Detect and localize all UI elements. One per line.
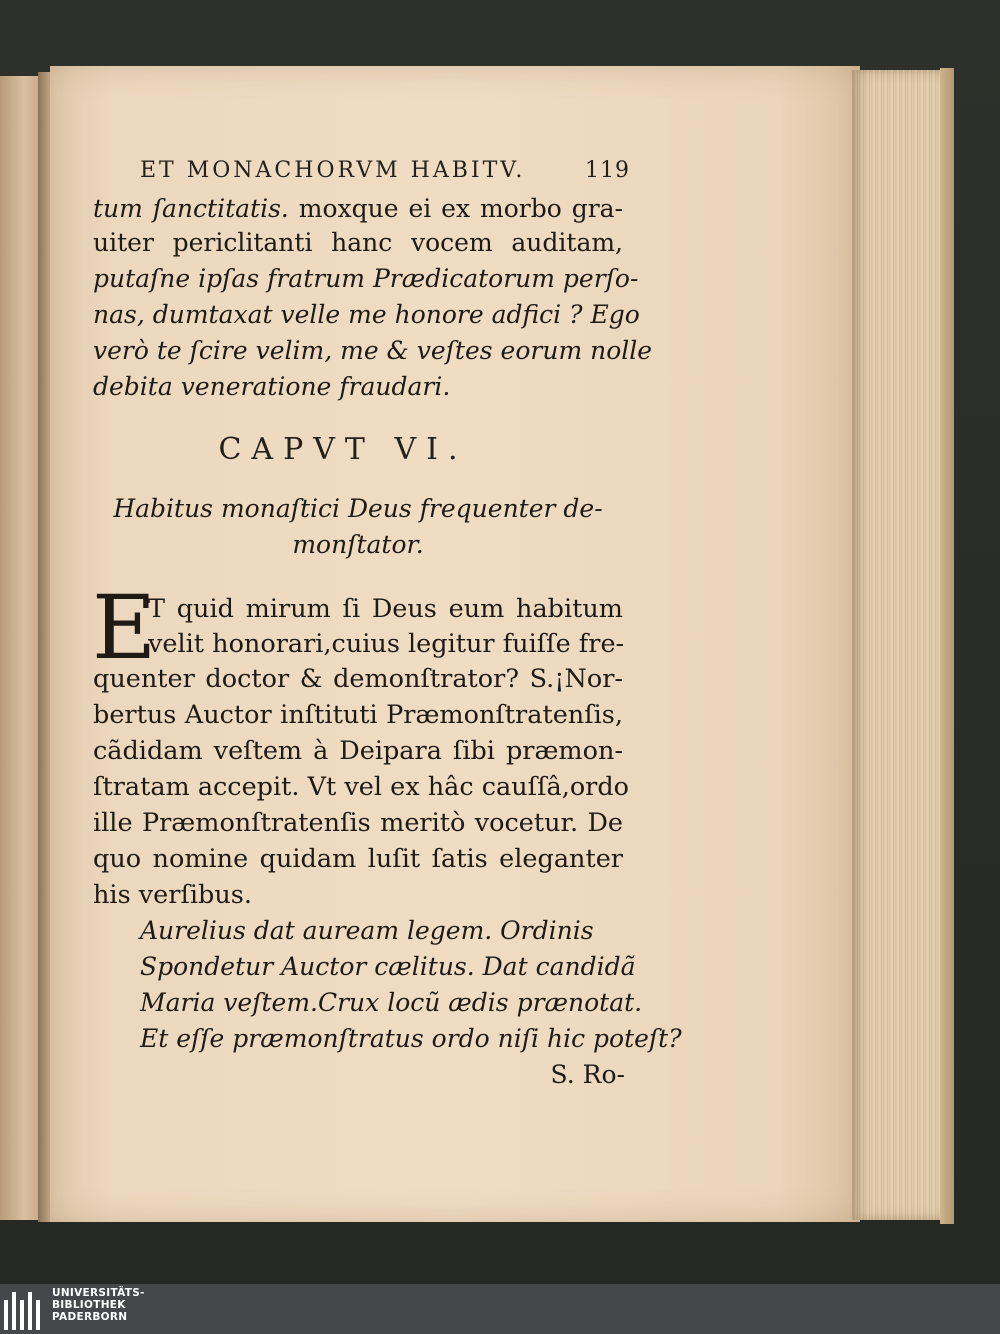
chapter-number: VI.: [394, 432, 468, 467]
library-logo-icon: [4, 1290, 46, 1330]
cover-edge: [940, 68, 954, 1224]
verse-line: Et eſſe præmonſtratus ordo niſi hic poteſt?: [140, 1024, 682, 1053]
text-line-1: tum ſanctitatis. moxque ei ex morbo gra-: [93, 194, 623, 223]
text-line-2: uiter periclitanti hanc vocem auditam,: [93, 228, 623, 257]
text-line-4: nas, dumtaxat velle me honore adfici ? Ego: [93, 300, 640, 329]
logo-text-line: UNIVERSITÄTS-: [52, 1287, 145, 1299]
paragraph-line: ille Præmonſtratenſis meritò vocetur. De: [93, 808, 623, 838]
paragraph-line: quo nomine quidam luſit ſatis eleganter: [93, 844, 623, 874]
text-line-3: putaſne ipſas fratrum Prædicatorum perſo-: [93, 264, 639, 293]
drop-cap: E: [92, 576, 157, 679]
paragraph-line: cãdidam veſtem à Deipara ſibi præmon-: [93, 736, 623, 766]
paragraph-line: ſtratam accepit. Vt vel ex hâc cauſſâ,ordo: [93, 772, 630, 802]
paragraph-line: velit honorari,cuius legitur fuiſſe fre-: [148, 629, 625, 659]
chapter-heading-line-2: monſtator.: [292, 530, 424, 559]
paragraph-line: his verſibus.: [93, 880, 252, 910]
verse-line: Maria veſtem.Crux locũ ædis prænotat.: [140, 988, 643, 1017]
running-head: [140, 158, 630, 183]
paragraph-line: T quid mirum ſi Deus eum habitum: [148, 594, 623, 624]
library-footer-bar: [0, 1284, 1000, 1334]
logo-text-line: PADERBORN: [52, 1311, 128, 1323]
library-logo-text: [52, 1287, 145, 1323]
catchword: S. Ro-: [550, 1060, 625, 1089]
paragraph-line: quenter doctor & demonſtrator? S.¡Nor-: [93, 664, 623, 694]
chapter-title: [93, 432, 593, 467]
text-line-6: debita veneratione fraudari.: [93, 372, 451, 401]
facing-page-edge: [0, 76, 42, 1220]
page-fore-edge: [852, 70, 951, 1220]
page-number: 119: [585, 158, 630, 183]
verse-line: Aurelius dat auream legem. Ordinis: [140, 916, 594, 945]
running-head-title: ET MONACHORVM HABITV.: [140, 158, 526, 183]
chapter-heading-line-1: Habitus monaſtici Deus frequenter de-: [113, 494, 603, 523]
verse-line: Spondetur Auctor cælitus. Dat candidã: [140, 952, 636, 981]
paragraph-line: bertus Auctor inſtituti Præmonſtratenſis,: [93, 700, 623, 730]
text-line-5: verò te ſcire velim, me & veſtes eorum nolle: [93, 336, 653, 365]
logo-text-line: BIBLIOTHEK: [52, 1299, 126, 1311]
chapter-label: CAPVT: [218, 432, 375, 467]
